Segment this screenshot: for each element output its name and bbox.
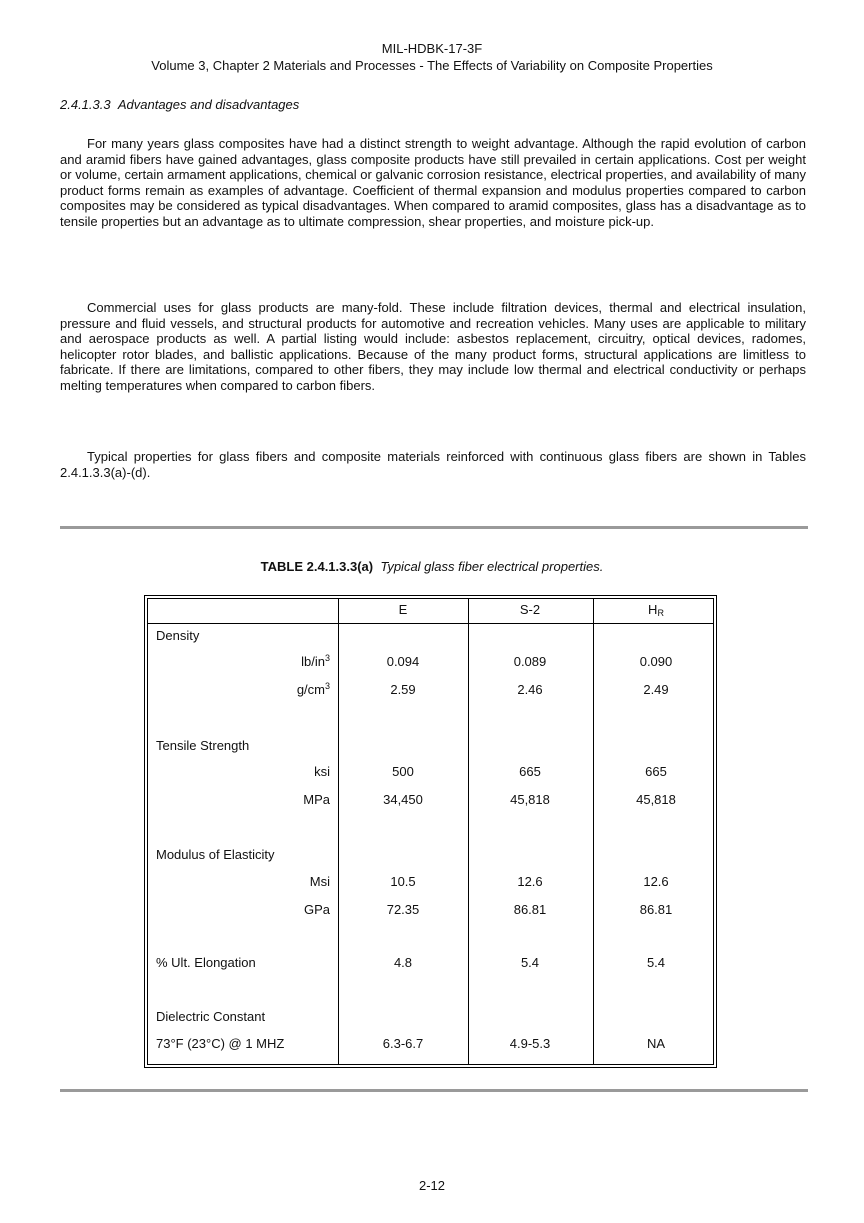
horizontal-rule <box>60 1089 808 1092</box>
table-cell: 665 <box>645 764 667 779</box>
table-cell: 12.6 <box>517 874 543 889</box>
table-cell: 34,450 <box>383 792 423 807</box>
table-id: TABLE 2.4.1.3.3(a) <box>260 559 374 574</box>
table-cell: 86.81 <box>513 902 547 917</box>
table-cell: 86.81 <box>639 902 673 917</box>
row-label-tensile: Tensile Strength <box>156 738 250 753</box>
row-label-condition: 73°F (23°C) @ 1 MHZ <box>156 1036 285 1051</box>
unit-label: MPa <box>303 792 330 807</box>
running-header: Volume 3, Chapter 2 Materials and Processes - The Effects of Variability on Composite Properties <box>151 58 713 73</box>
column-header-s2: S-2 <box>519 602 541 617</box>
table-cell: 10.5 <box>390 874 416 889</box>
row-label-dielectric: Dielectric Constant <box>156 1009 266 1024</box>
unit-label: $lb/in^3$ <box>301 653 330 669</box>
document-id: MIL-HDBK-17-3F <box>381 41 483 56</box>
table-cell: 665 <box>519 764 541 779</box>
table-cell: 12.6 <box>643 874 669 889</box>
table-cell: 72.35 <box>386 902 420 917</box>
section-title: Advantages and disadvantages <box>117 97 300 112</box>
row-label-elongation: % Ult. Elongation <box>156 955 256 970</box>
table-cell: 500 <box>392 764 414 779</box>
table-cell: 2.49 <box>643 682 669 697</box>
table-title: Typical glass fiber electrical properties. <box>380 559 604 574</box>
row-label-density: Density <box>156 628 200 643</box>
section-number: 2.4.1.3.3 <box>60 97 111 112</box>
table-cell: 45,818 <box>510 792 550 807</box>
table-cell: 5.4 <box>646 955 666 970</box>
table-cell: 0.094 <box>386 654 420 669</box>
table-cell: 4.8 <box>393 955 413 970</box>
horizontal-rule <box>60 526 808 529</box>
table-cell: 0.089 <box>513 654 547 669</box>
page-number: 2-12 <box>418 1178 446 1193</box>
table-cell: 45,818 <box>636 792 676 807</box>
table-cell: 0.090 <box>639 654 673 669</box>
section-heading <box>60 97 299 112</box>
row-label-modulus: Modulus of Elasticity <box>156 847 275 862</box>
unit-label: $g/cm^3$ <box>296 681 330 697</box>
table-cell: 6.3-6.7 <box>382 1036 424 1051</box>
table-cell: 2.59 <box>390 682 416 697</box>
table-cell: 2.46 <box>517 682 543 697</box>
column-header-hr: $H_R$ <box>648 602 664 618</box>
properties-table <box>144 595 717 1068</box>
header-divider <box>148 623 713 624</box>
table-cell: 5.4 <box>520 955 540 970</box>
table-cell: 4.9-5.3 <box>509 1036 551 1051</box>
unit-label: ksi <box>314 764 330 779</box>
column-header-e: E <box>398 602 408 617</box>
table-caption <box>0 559 864 574</box>
paragraph: Typical properties for glass fibers and composite materials reinforced with continuous glass fibers are shown in Tables 2.4.1.3.3(a)-(d). <box>60 449 806 480</box>
paragraph: For many years glass composites have had a distinct strength to weight advantage. Although the rapid evolution of carbon and aramid fibers have gained advantages, glass composite products have still prevailed in certain applications. Cost per weight or volume, certain armament applications, chemical or galvanic corrosion resistance, electrical properties, and availability of many product forms remain as examples of advantage. Coefficient of thermal expansion and modulus properties compared to carbon composites may be considered as typical disadvantages. When compared to aramid composites, glass has a disadvantage as to tensile properties but an advantage as to ultimate compression, shear properties, and moisture pick-up. <box>60 136 806 229</box>
table-cell: NA <box>646 1036 666 1051</box>
paragraph: Commercial uses for glass products are many-fold. These include filtration devices, thermal and electrical insulation, pressure and fluid vessels, and structural products for automotive and recreation vehicles. Many uses are applicable to military and aerospace products as well. A partial listing would include: asbestos replacement, circuitry, optical devices, radomes, helicopter rotor blades, and ballistic applications. Because of the many product forms, structural applications are limitless to fabricate. If there are limitations, compared to other fibers, they may include low thermal and electrical conductivity or perhaps melting temperatures when compared to carbon fibers. <box>60 300 806 393</box>
unit-label: GPa <box>303 902 330 917</box>
unit-label: Msi <box>309 874 330 889</box>
